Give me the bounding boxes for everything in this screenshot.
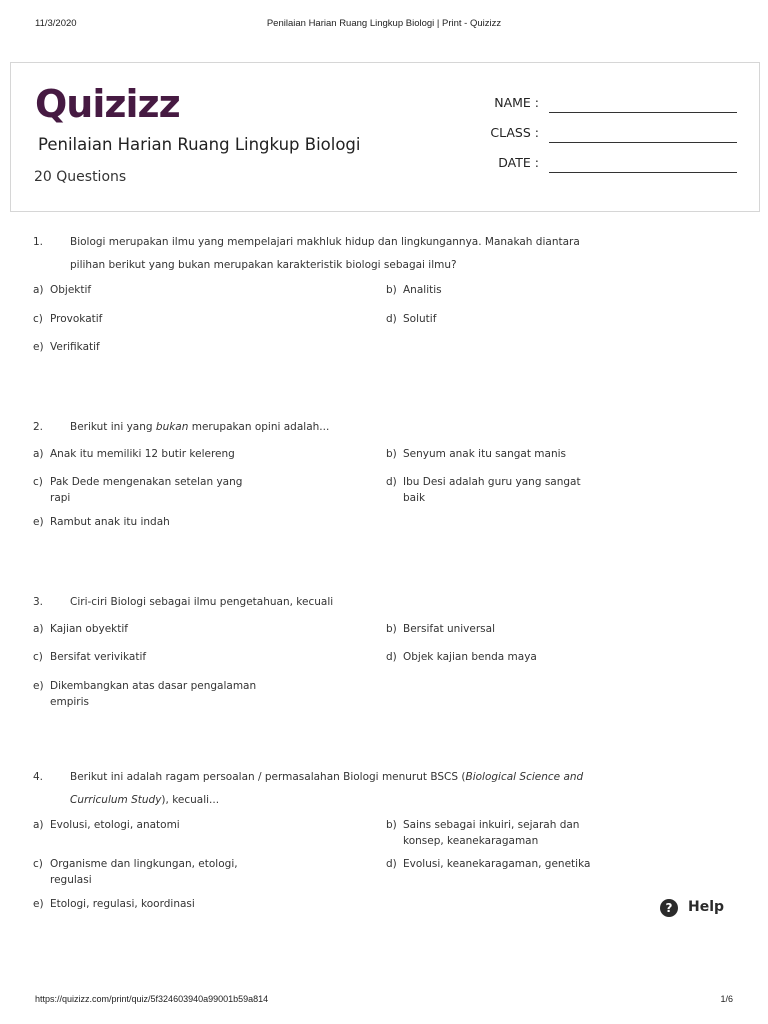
- print-date: 11/3/2020: [35, 18, 77, 29]
- option-letter: a): [33, 284, 44, 296]
- quizizz-logo: Quizizz: [35, 82, 180, 126]
- option-letter: c): [33, 313, 43, 325]
- question-text-line: Biologi merupakan ilmu yang mempelajari makhluk hidup dan lingkungannya. Manakah diantara: [70, 236, 580, 248]
- option-text: Bersifat verivikatif: [50, 651, 147, 663]
- option-letter: e): [33, 680, 44, 692]
- option-letter: d): [386, 858, 397, 870]
- print-footer: [0, 994, 768, 1008]
- question-text: Ciri-ciri Biologi sebagai ilmu pengetahuan, kecuali: [70, 596, 334, 608]
- quiz-title: Penilaian Harian Ruang Lingkup Biologi: [38, 135, 361, 154]
- question-text: [70, 766, 600, 811]
- help-button[interactable]: [660, 898, 730, 922]
- option-letter: a): [33, 819, 44, 831]
- option-letter: b): [386, 448, 397, 460]
- option-letter: c): [33, 858, 43, 870]
- question-text-emphasis: bukan: [155, 421, 189, 433]
- question-text: [70, 231, 600, 276]
- option-text: Evolusi, etologi, anatomi: [50, 819, 180, 831]
- option-text: Objektif: [50, 284, 92, 296]
- option-text: Analitis: [403, 284, 442, 296]
- question-count: 20 Questions: [34, 169, 127, 185]
- name-line[interactable]: [549, 112, 737, 113]
- option-text: Objek kajian benda maya: [403, 651, 537, 663]
- option-letter: d): [386, 651, 397, 663]
- option-letter: b): [386, 623, 397, 635]
- option-text: Sains sebagai inkuiri, sejarah dan konsep, keanekaragaman: [403, 819, 580, 847]
- question-text-part: ), kecuali...: [161, 793, 220, 806]
- question-number: 1.: [33, 236, 44, 248]
- option-text: Pak Dede mengenakan setelan yang rapi: [50, 476, 243, 504]
- option-letter: e): [33, 341, 44, 353]
- question-text-part: merupakan opini adalah...: [188, 421, 330, 433]
- option-letter: e): [33, 898, 44, 910]
- question-text-emphasis: Biological Science and Curriculum Study: [70, 771, 584, 806]
- page-number: 1/6: [720, 994, 733, 1004]
- question-text-part: Berikut ini adalah ragam persoalan / permasalahan Biologi menurut BSCS (: [70, 771, 466, 783]
- question-text-line: pilihan berikut yang bukan merupakan karakteristik biologi sebagai ilmu?: [70, 258, 457, 271]
- option-text: Kajian obyektif: [50, 623, 128, 635]
- option-letter: b): [386, 284, 397, 296]
- quiz-header-card: [10, 62, 760, 212]
- question-mark-icon: ?: [660, 899, 678, 917]
- option-text: Dikembangkan atas dasar pengalaman empiris: [50, 680, 257, 708]
- option-letter: d): [386, 476, 397, 488]
- class-field[interactable]: [477, 125, 737, 145]
- option-text: Provokatif: [50, 313, 103, 325]
- class-label: CLASS :: [490, 125, 539, 140]
- option-letter: d): [386, 313, 397, 325]
- option-text: Bersifat universal: [403, 623, 495, 635]
- date-label: DATE :: [498, 155, 539, 170]
- option-text: Etologi, regulasi, koordinasi: [50, 898, 195, 910]
- print-title: Penilaian Harian Ruang Lingkup Biologi | Print - Quizizz: [266, 18, 502, 29]
- option-letter: b): [386, 819, 397, 831]
- question-number: 2.: [33, 421, 44, 433]
- option-letter: a): [33, 448, 44, 460]
- option-letter: c): [33, 476, 43, 488]
- print-header: [0, 14, 768, 30]
- option-letter: a): [33, 623, 44, 635]
- question-number: 3.: [33, 596, 44, 608]
- option-text: Senyum anak itu sangat manis: [403, 448, 567, 460]
- option-letter: c): [33, 651, 43, 663]
- option-text: Ibu Desi adalah guru yang sangat baik: [403, 476, 581, 504]
- option-text: Evolusi, keanekaragaman, genetika: [403, 858, 591, 870]
- date-line[interactable]: [549, 172, 737, 173]
- help-label: Help: [688, 899, 725, 915]
- print-url: https://quizizz.com/print/quiz/5f324603940a99001b59a814: [35, 994, 269, 1004]
- question-number: 4.: [33, 771, 44, 783]
- option-text: Verifikatif: [50, 341, 100, 353]
- name-label: NAME :: [494, 95, 539, 110]
- option-text: Rambut anak itu indah: [50, 516, 170, 528]
- option-letter: e): [33, 516, 44, 528]
- question-text-part: Berikut ini yang: [70, 421, 156, 433]
- option-text: Organisme dan lingkungan, etologi, regulasi: [50, 858, 238, 886]
- class-line[interactable]: [549, 142, 737, 143]
- name-field[interactable]: [477, 95, 737, 115]
- option-text: Solutif: [403, 313, 437, 325]
- date-field[interactable]: [477, 155, 737, 175]
- question-text: [70, 416, 600, 439]
- option-text: Anak itu memiliki 12 butir kelereng: [50, 448, 235, 460]
